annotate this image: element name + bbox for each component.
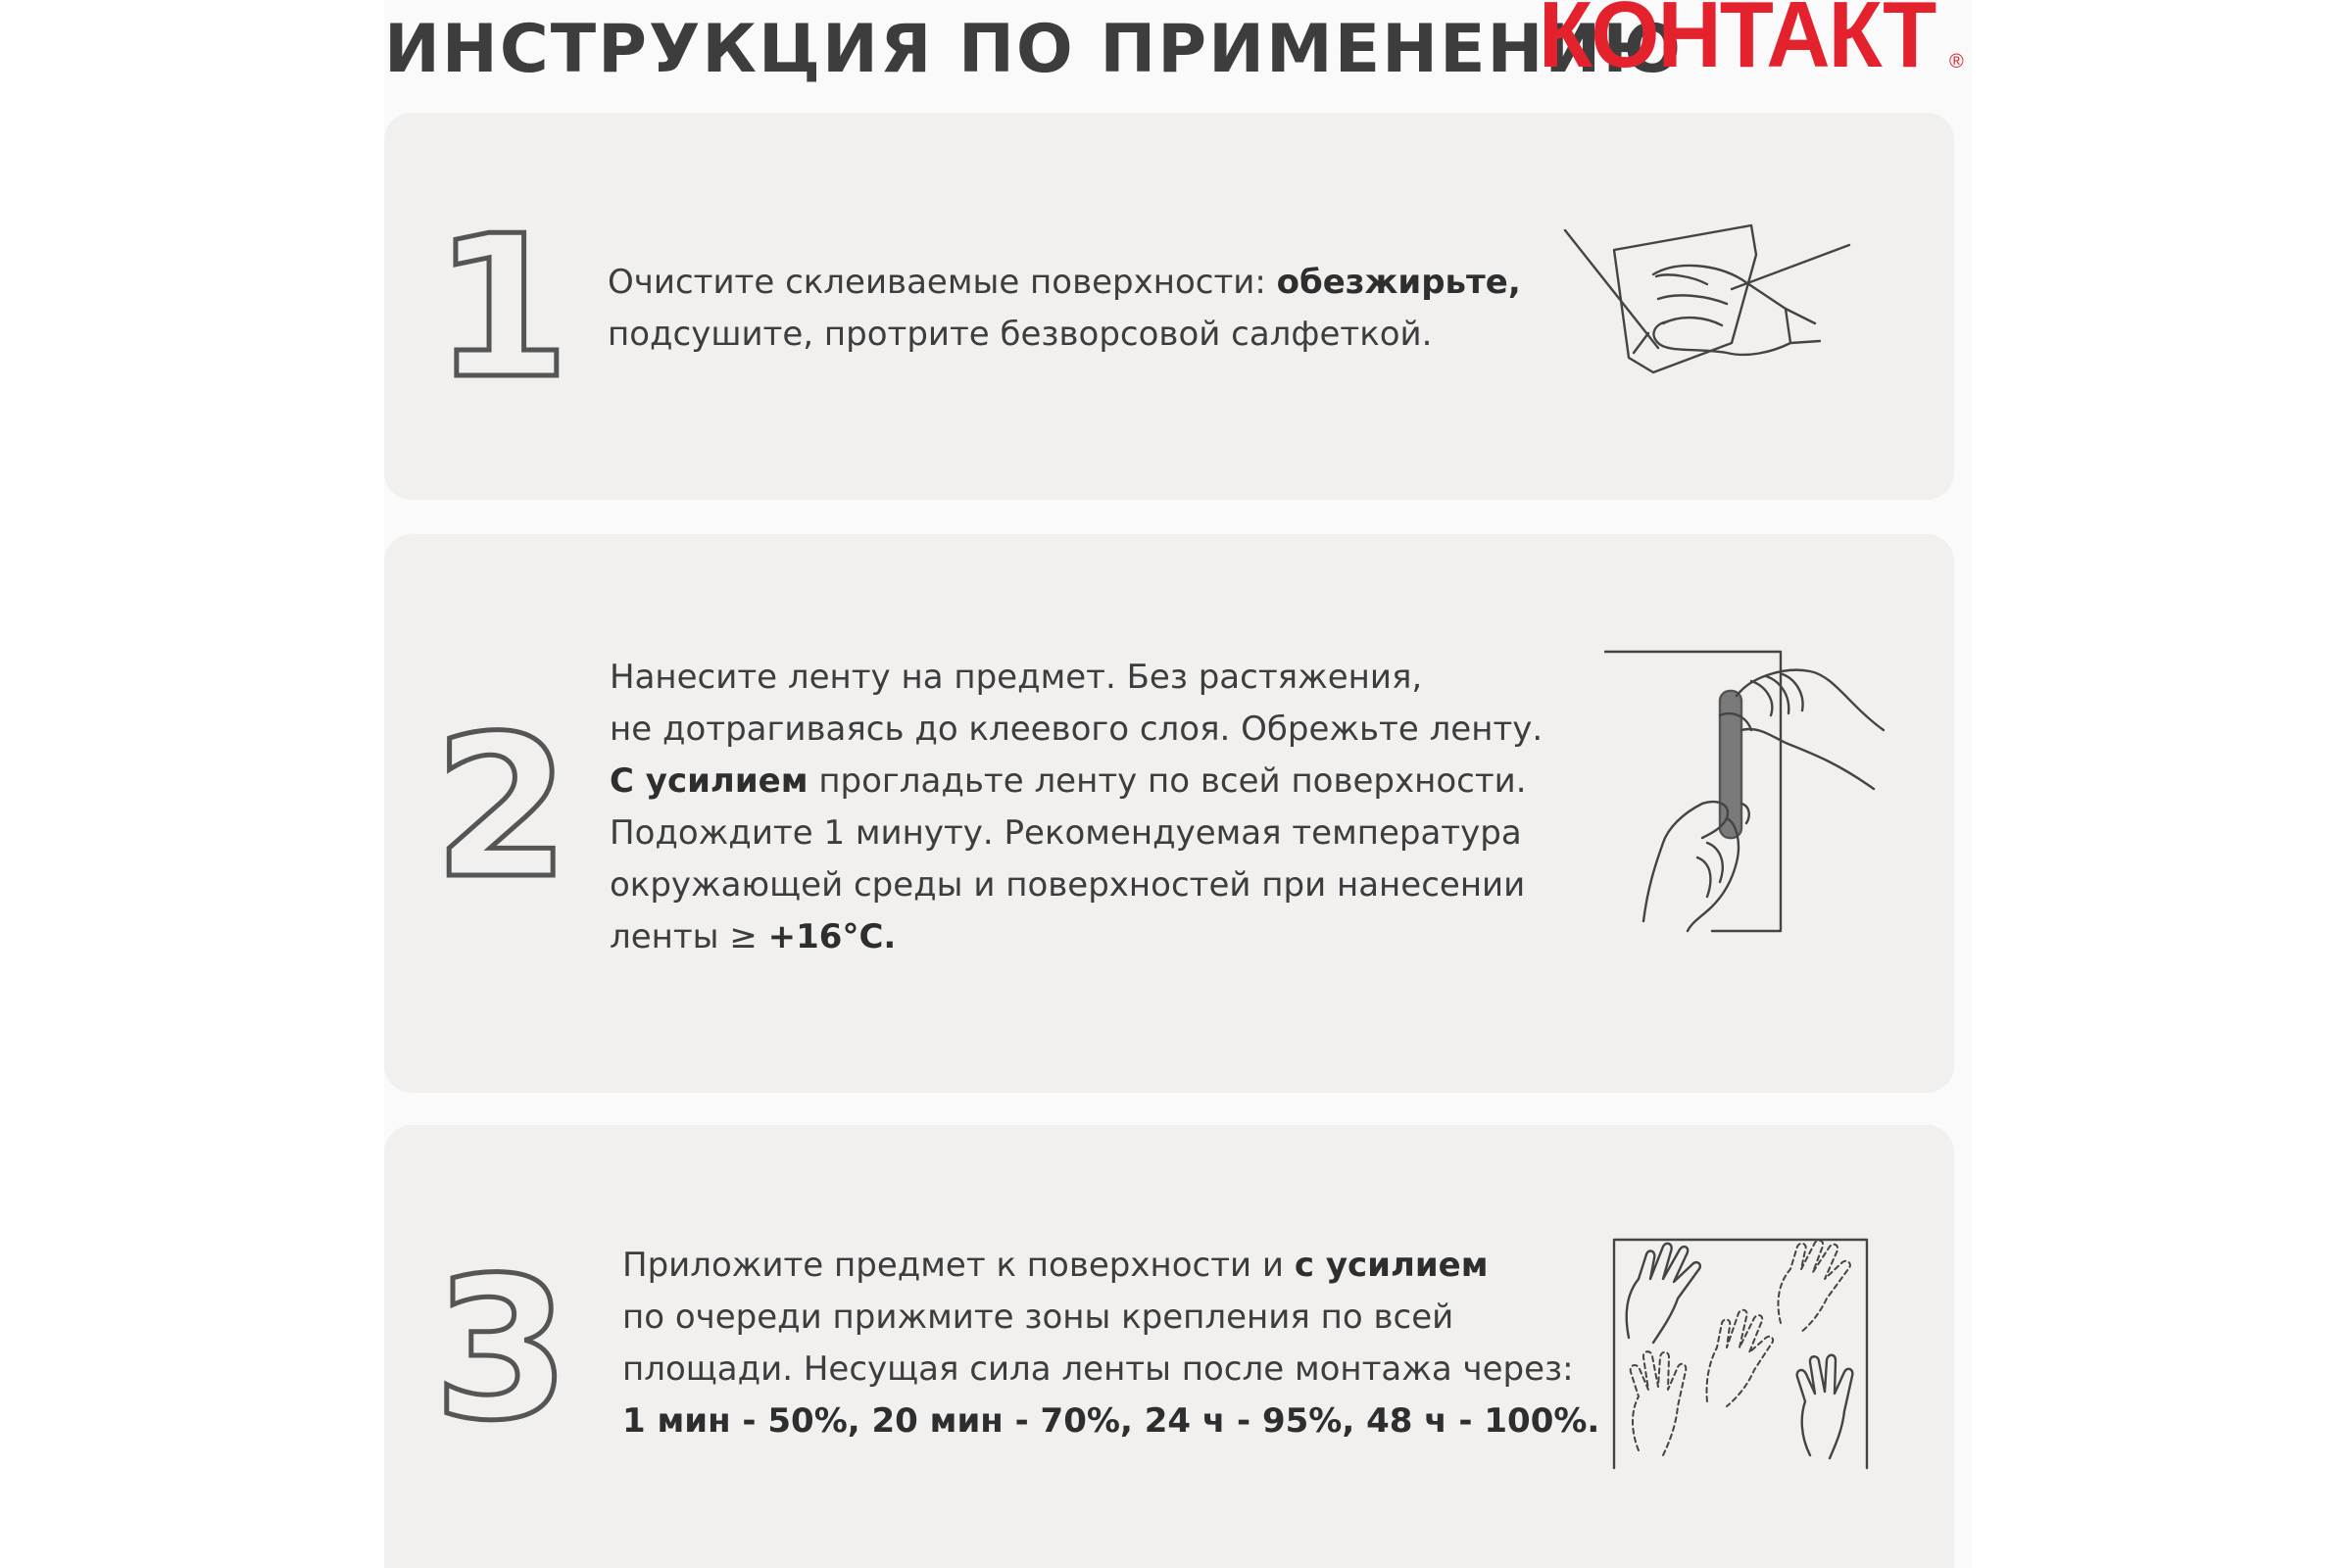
text-line: ленты ≥ +16°C.: [610, 917, 897, 956]
text-line: Подождите 1 минуту. Рекомендуемая температура: [610, 813, 1522, 853]
text-line: подсушите, протрите безворсовой салфеткой.: [608, 315, 1433, 354]
wiping-hand-icon: [1560, 216, 1854, 392]
page-title: ИНСТРУКЦИЯ ПО ПРИМЕНЕНИЮ: [384, 11, 1684, 88]
registered-mark: ®: [1949, 51, 1964, 73]
step-number: 3: [433, 1236, 570, 1464]
text-line: окружающей среды и поверхностей при нанесении: [610, 865, 1526, 905]
step-text: [610, 652, 1543, 963]
step-number: 1: [433, 194, 570, 422]
text-line: 1 мин - 50%, 20 мин - 70%, 24 ч - 95%, 48 ч - 100%.: [622, 1401, 1600, 1441]
pressing-hands-icon: [1609, 1235, 1874, 1470]
text-line: площади. Несущая сила ленты после монтажа через:: [622, 1349, 1574, 1389]
text-line: С усилием прогладьте ленту по всей поверхности.: [610, 761, 1527, 801]
step-text: [608, 257, 1521, 361]
step-card-2: [384, 534, 1954, 1093]
text-line: по очереди прижмите зоны крепления по всей: [622, 1298, 1454, 1337]
step-card-1: [384, 113, 1954, 500]
step-card-3: [384, 1125, 1954, 1568]
brand-logo: КОНТАКТ: [1539, 0, 1936, 87]
text-line: Приложите предмет к поверхности и с усилием: [622, 1246, 1489, 1285]
text-line: не дотрагиваясь до клеевого слоя. Обрежьте ленту.: [610, 710, 1544, 749]
step-number: 2: [433, 694, 570, 922]
header: [384, 0, 1972, 108]
applying-tape-hands-icon: [1604, 647, 1898, 941]
text-line: Нанесите ленту на предмет. Без растяжения,: [610, 658, 1423, 697]
text-line: Очистите склеиваемые поверхности: обезжирьте,: [608, 263, 1521, 302]
step-text: [622, 1240, 1599, 1447]
